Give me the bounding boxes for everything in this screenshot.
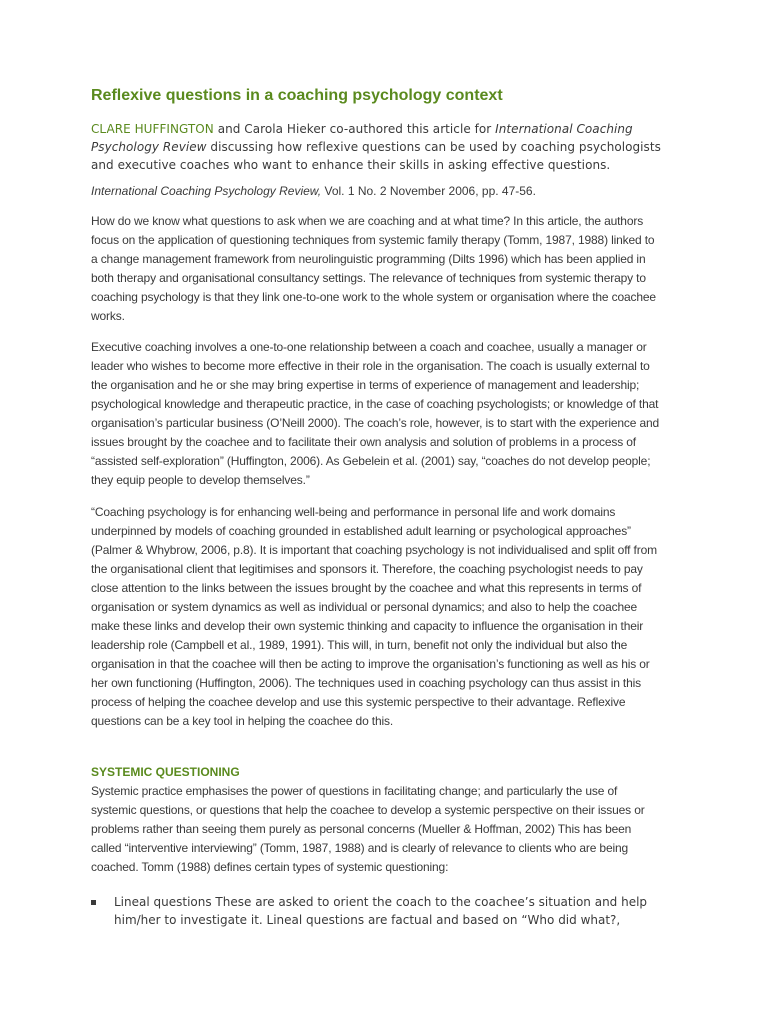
body-paragraph: Executive coaching involves a one-to-one relationship between a coach and coachee, usually a manager or leader who wishes to become more effective in their role in the organisation. The coach is usually external to the organisation and he or she may bring expertise in terms of experience of management and leadership; psychological knowledge and therapeutic practice, in the case of coaching psychologists; or knowledge of that organisation’s particular business (O’Neill 2000). The coach’s role, however, is to start with the experience and issues brought by the coachee and to facilitate their own analysis and solution of problems in a process of “assisted self-exploration” (Huffington, 2006). As Gebelein et al. (2001) say, “coaches do not develop people; they equip people to develop themselves.” <box>91 340 660 487</box>
body-paragraph: How do we know what questions to ask when we are coaching and at what time? In this article, the authors focus on the application of questioning techniques from systemic family therapy (Tomm, 1987, 1988) linked to a change management framework from neurolinguistic programming (Dilts 1996) which has been applied in both therapy and organisational consultancy settings. The relevance of techniques from systemic therapy to coaching psychology is that they link one-to-one work to the whole system or organisation where the coachee works. <box>91 214 656 323</box>
article-title: Reflexive questions in a coaching psychology context <box>91 87 503 104</box>
square-bullet-icon <box>91 900 96 905</box>
section-heading: SYSTEMIC QUESTIONING <box>91 765 240 779</box>
citation-details: Vol. 1 No. 2 November 2006, pp. 47-56. <box>321 184 536 198</box>
journal-name: International Coaching Psychology Review <box>91 122 633 154</box>
author-name: CLARE HUFFINGTON <box>91 122 214 136</box>
list-item-text: Lineal questions These are asked to orient the coach to the coachee’s situation and help him/her to investigate it. Lineal questions are factual and based on “Who did what?, <box>114 895 648 927</box>
bullet-list <box>91 893 671 929</box>
article-citation <box>91 183 671 199</box>
article-intro <box>91 120 671 174</box>
intro-text-2: discussing how reflexive questions can be used by coaching psychologists and executive coaches who want to enhance their skills in asking effective questions. <box>91 140 661 172</box>
body-paragraph: “Coaching psychology is for enhancing well-being and performance in personal life and work domains underpinned by models of coaching grounded in established adult learning or psychological approaches” (Palmer & Whybrow, 2006, p.8). It is important that coaching psychology is not individualised and split off from the organisational client that legitimises and sponsors it. Therefore, the coaching psychologist needs to pay close attention to the links between the issues brought by the coachee and what this represents in terms of organisation or system dynamics as well as individual or personal dynamics; and also to help the coachee make these links and develop their own systemic thinking and capacity to influence the organisation in their leadership role (Campbell et al., 1989, 1991). This will, in turn, benefit not only the individual but also the organisation in that the coachee will then be acting to improve the organisation’s functioning as well as his or her own functioning (Huffington, 2006). The techniques used in coaching psychology can thus assist in this process of helping the coachee develop and use this systemic perspective to their advantage. Reflexive questions can be a key tool in helping the coachee do this. <box>91 505 657 728</box>
citation-journal: International Coaching Psychology Review, <box>91 184 322 198</box>
intro-text-1: and Carola Hieker co-authored this article for <box>213 122 496 136</box>
list-item <box>91 893 671 929</box>
section-paragraph: Systemic practice emphasises the power of questions in facilitating change; and particularly the use of systemic questions, or questions that help the coachee to develop a systemic perspective on their issues or problems rather than seeing them purely as personal concerns (Mueller & Hoffman, 2002) This has been called “interventive interviewing” (Tomm, 1987, 1988) and is clearly of relevance to clients who are being coached. Tomm (1988) defines certain types of systemic questioning: <box>91 784 645 874</box>
